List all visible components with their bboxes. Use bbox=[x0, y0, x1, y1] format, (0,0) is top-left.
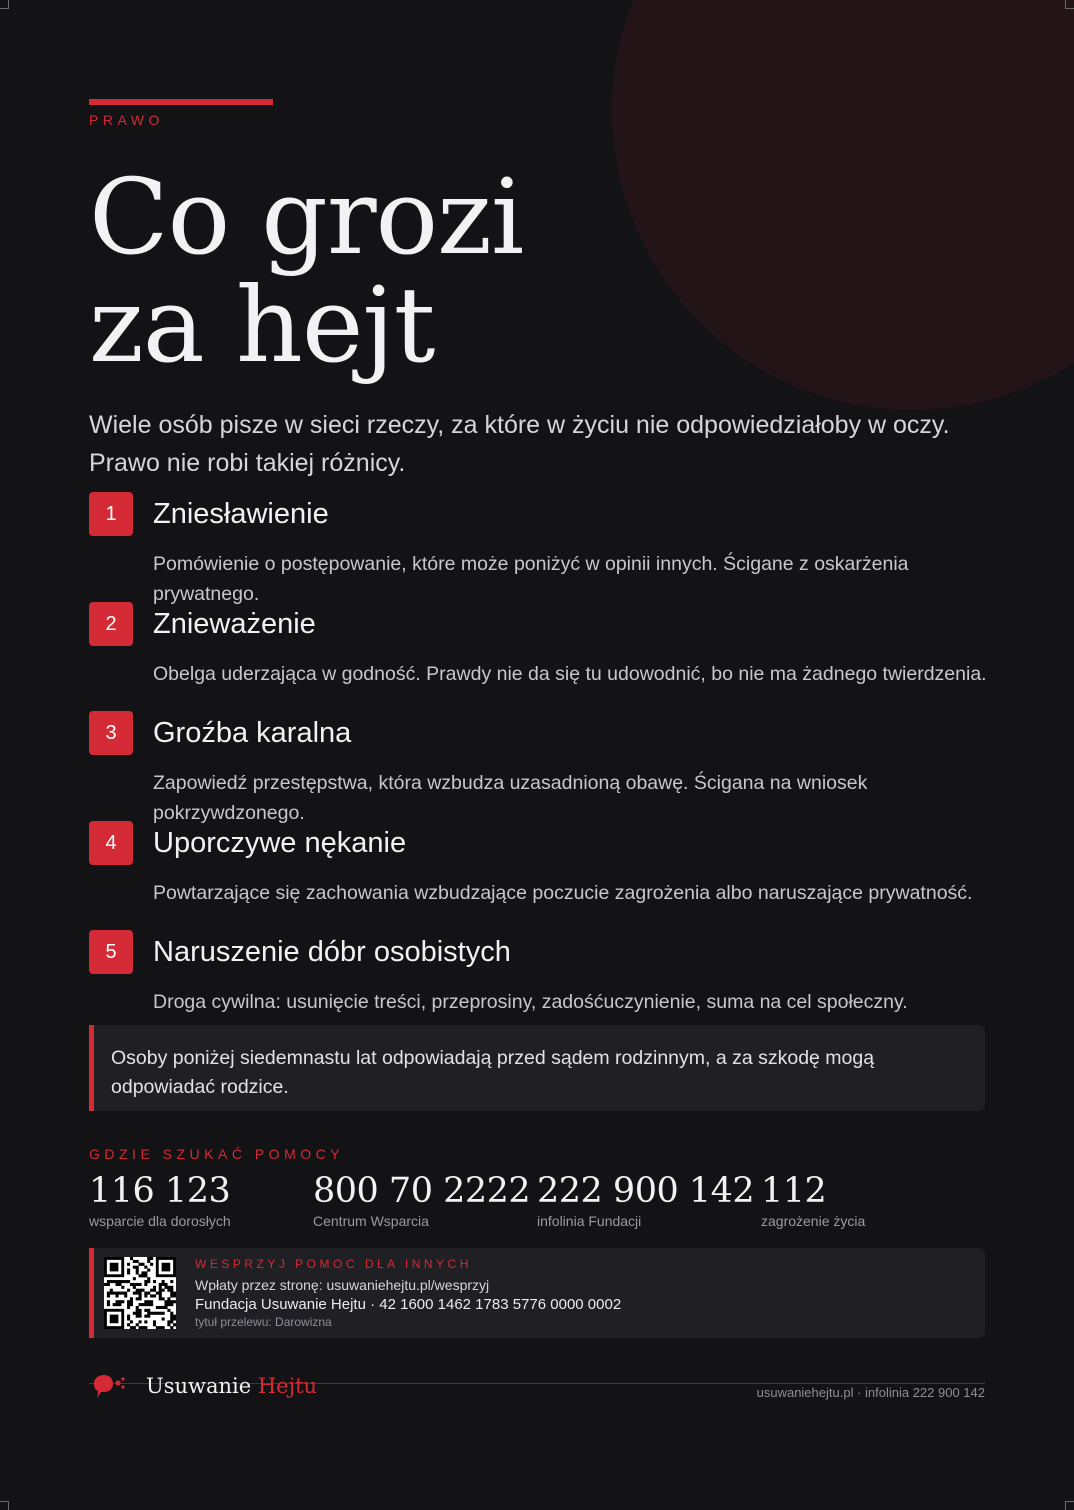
item-title: Naruszenie dóbr osobistych bbox=[153, 936, 511, 968]
helpline-item bbox=[89, 1172, 231, 1230]
helpline-label: zagrożenie życia bbox=[761, 1213, 866, 1229]
item-description: Droga cywilna: usunięcie treści, przeprosiny, zadośćuczynienie, suma na cel społeczny. bbox=[153, 991, 908, 1013]
item-description: Zapowiedź przestępstwa, która wzbudza uzasadnioną obawę. Ścigana na wniosek pokrzywdzonego. bbox=[153, 772, 868, 824]
list-item bbox=[89, 711, 989, 824]
item-title: Uporczywe nękanie bbox=[153, 826, 407, 859]
helpline-item bbox=[761, 1172, 865, 1230]
brand-name bbox=[146, 1373, 317, 1399]
donation-text bbox=[195, 1257, 621, 1330]
page-title bbox=[89, 156, 524, 386]
donation-transfer-title: tytuł przelewu: Darowizna bbox=[195, 1315, 332, 1329]
helpline-item bbox=[537, 1172, 754, 1230]
item-number-badge: 1 bbox=[89, 492, 133, 536]
helpline-label: wsparcie dla dorosłych bbox=[89, 1213, 231, 1229]
speech-bubble-logo-icon bbox=[92, 1374, 128, 1404]
helpline-number[interactable]: 112 bbox=[761, 1171, 827, 1211]
brand-part-1: Usuwanie bbox=[146, 1374, 252, 1398]
helpline-number[interactable]: 116 123 bbox=[89, 1171, 231, 1211]
qr-code-icon[interactable] bbox=[104, 1257, 176, 1329]
helpline-label: Centrum Wsparcia bbox=[313, 1213, 429, 1229]
donation-panel bbox=[89, 1248, 985, 1338]
item-number-badge: 4 bbox=[89, 821, 133, 865]
item-description: Obelga uderzająca w godność. Prawdy nie da się tu udowodnić, bo nie ma żadnego twierdzenia. bbox=[153, 662, 987, 685]
crop-mark bbox=[0, 1501, 9, 1510]
title-line-1: Co grozi bbox=[89, 156, 524, 278]
crop-mark bbox=[1065, 1501, 1074, 1510]
lead-paragraph: Wiele osób pisze w sieci rzeczy, za które w życiu nie odpowiedziałoby w oczy. Prawo nie robi takiej różnicy. bbox=[89, 411, 950, 477]
helpline-item bbox=[313, 1172, 530, 1230]
helpline-label: infolinia Fundacji bbox=[537, 1213, 642, 1229]
donation-account-line: Fundacja Usuwanie Hejtu · 42 1600 1462 1783 5776 0000 0002 bbox=[195, 1296, 622, 1313]
help-section-label: GDZIE SZUKAĆ POMOCY bbox=[89, 1146, 345, 1162]
helpline-number[interactable]: 222 900 142 bbox=[537, 1171, 755, 1211]
list-item bbox=[89, 821, 989, 931]
donation-url-line[interactable]: Wpłaty przez stronę: usuwaniehejtu.pl/wesprzyj bbox=[195, 1277, 490, 1293]
item-title: Zniesławienie bbox=[153, 498, 329, 530]
title-line-2: za hejt bbox=[89, 264, 435, 386]
item-title: Groźba karalna bbox=[153, 717, 352, 749]
offense-list bbox=[89, 492, 989, 1040]
brand-part-2: Hejtu bbox=[257, 1374, 318, 1398]
decorative-circle bbox=[612, 0, 1074, 410]
list-item bbox=[89, 492, 989, 605]
item-description: Pomówienie o postępowanie, które może poniżyć w opinii innych. Ścigane z oskarżenia prywatnego. bbox=[153, 553, 909, 605]
crop-mark bbox=[0, 0, 9, 9]
minors-note: Osoby poniżej siedemnastu lat odpowiadają przed sądem rodzinnym, a za szkodę mogą odpowiadać rodzice. bbox=[89, 1025, 985, 1111]
item-number-badge: 3 bbox=[89, 711, 133, 755]
donation-label: WESPRZYJ POMOC DLA INNYCH bbox=[195, 1257, 472, 1271]
section-kicker: PRAWO bbox=[89, 112, 164, 128]
helpline-list bbox=[89, 1172, 989, 1232]
item-description: Powtarzające się zachowania wzbudzające poczucie zagrożenia albo naruszające prywatność. bbox=[153, 881, 973, 904]
list-item bbox=[89, 930, 989, 1040]
qr-code-graphic bbox=[104, 1257, 176, 1329]
crop-mark bbox=[1065, 0, 1074, 9]
kicker-bar bbox=[89, 99, 273, 105]
list-item bbox=[89, 602, 989, 712]
item-title: Znieważenie bbox=[153, 607, 316, 640]
footer-contact[interactable]: usuwaniehejtu.pl · infolinia 222 900 142 bbox=[756, 1385, 985, 1400]
item-number-badge: 2 bbox=[89, 602, 133, 646]
helpline-number[interactable]: 800 70 2222 bbox=[313, 1171, 531, 1211]
item-number-badge: 5 bbox=[89, 930, 133, 974]
